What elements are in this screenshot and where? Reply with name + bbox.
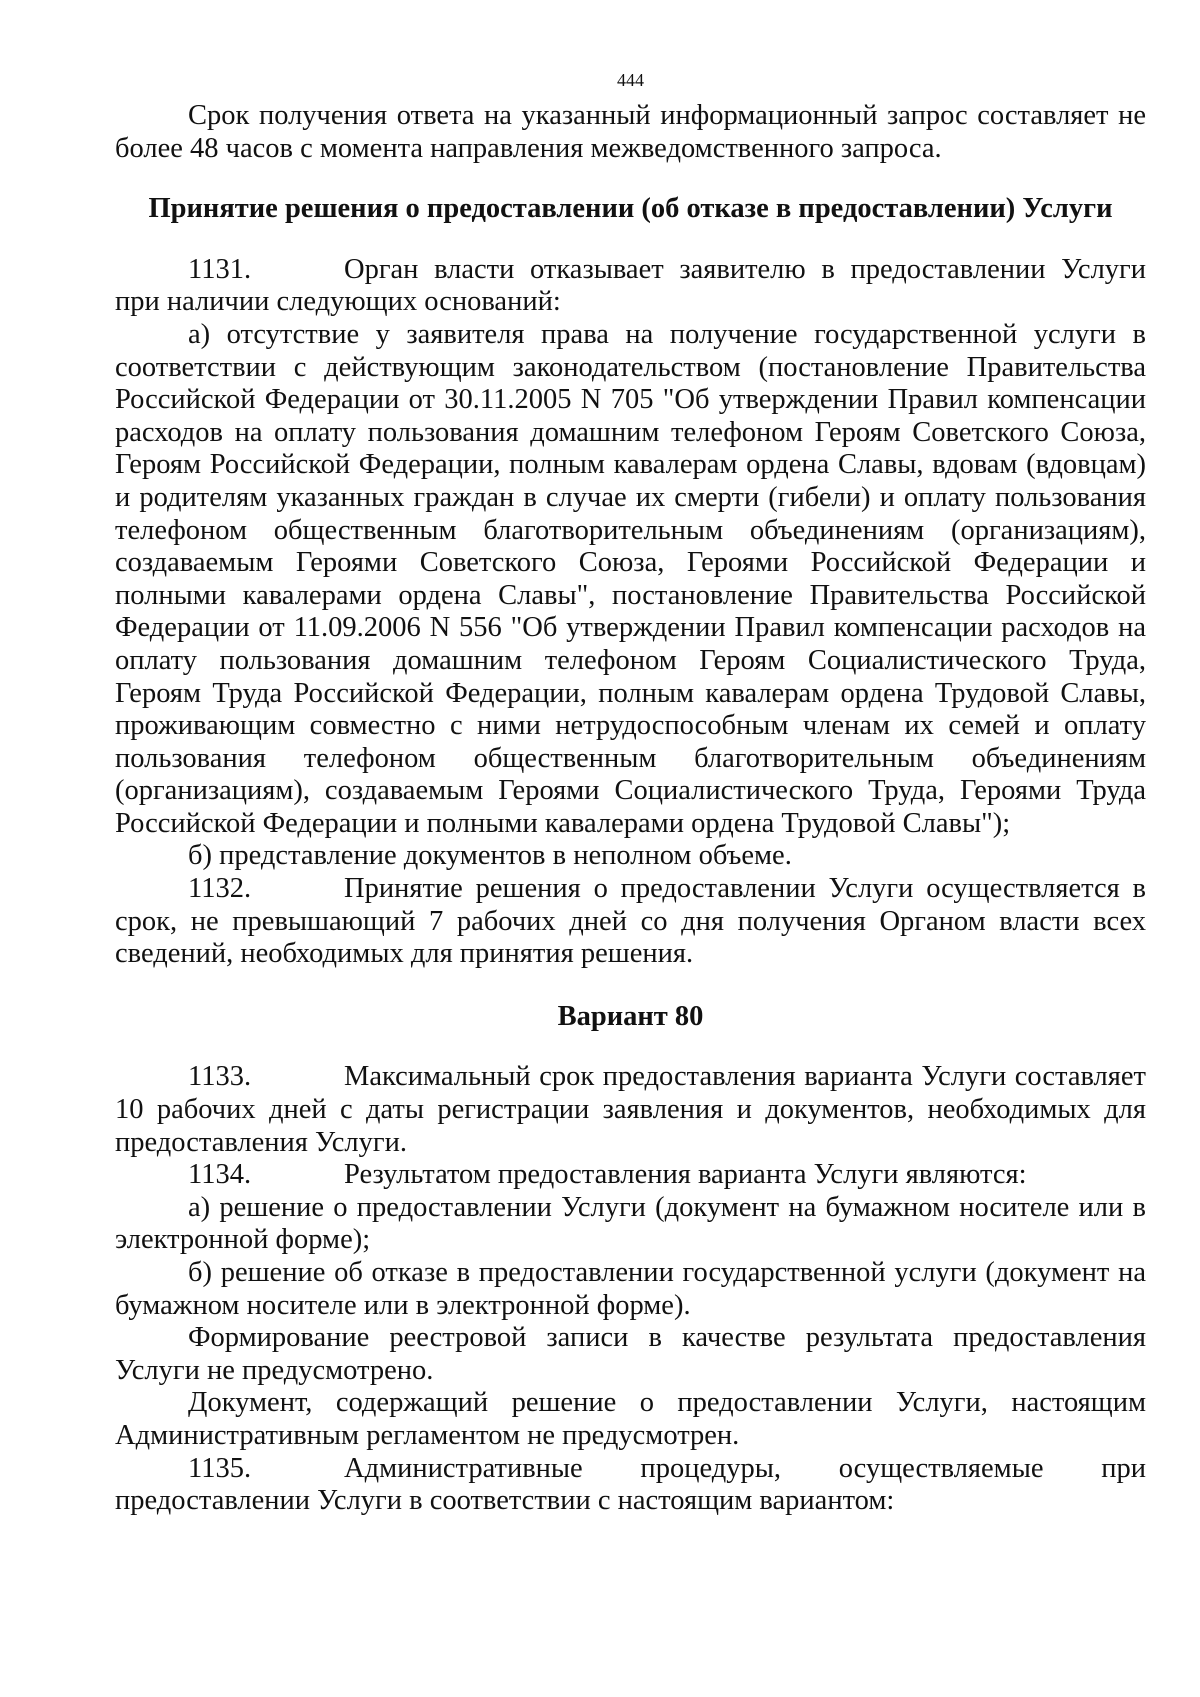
clause-text: Результатом предоставления варианта Услуги являются:: [344, 1159, 1027, 1191]
subclause-1131-a: а) отсутствие у заявителя права на получение государственной услуги в соответствии с действующим законодательством (постановление Правительства Российской Федерации от 30.11.2005 N 705 "Об утверждении Правил компенсации расходов на оплату пользования домашним телефоном Героям Советского Союза, Героям Российской Федерации, полным кавалерам ордена Славы, вдовам (вдовцам) и родителям указанных граждан в случае их смерти (гибели) и оплату пользования телефоном общественным благотворительным объединениям (организациям), создаваемым Героями Советского Союза, Героями Российской Федерации и полными кавалерами ордена Славы", постановление Правительства Российской Федерации от 11.09.2006 N 556 "Об утверждении Правил компенсации расходов на оплату пользования домашним телефоном Героям Социалистического Труда, Героям Труда Российской Федерации, полным кавалерам ордена Трудовой Славы, проживающим совместно с ними нетрудоспособным членам их семей и оплату пользования телефоном общественным благотворительным объединениям (организациям), создаваемым Героями Социалистического Труда, Героями Труда Российской Федерации и полными кавалерами ордена Трудовой Славы");: [115, 318, 1146, 839]
clause-1134: [115, 1159, 1146, 1192]
clause-number: 1133.: [188, 1061, 252, 1093]
subclause-1134-b: б) решение об отказе в предоставлении государственной услуги (документ на бумажном носителе или в электронной форме).: [115, 1257, 1146, 1321]
subclause-1131-b: б) представление документов в неполном объеме.: [188, 840, 792, 872]
paragraph-response-deadline: Срок получения ответа на указанный информационный запрос составляет не более 48 часов с момента направления межведомственного запроса.: [115, 100, 1146, 164]
clause-1133: [115, 1061, 1146, 1159]
clause-text: Максимальный срок предоставления варианта Услуги составляет 10 рабочих дней с даты регистрации заявления и документов, необходимых для предоставления Услуги.: [115, 1061, 1146, 1158]
paragraph-registry-entry: Формирование реестровой записи в качестве результата предоставления Услуги не предусмотрено.: [115, 1322, 1146, 1386]
clause-1131: [115, 254, 1146, 319]
clause-number: 1134.: [188, 1159, 252, 1191]
clause-number: 1132.: [188, 873, 252, 905]
clause-1135: [115, 1453, 1146, 1518]
page-number: 444: [617, 70, 644, 90]
clause-text: Административные процедуры, осуществляемые при предоставлении Услуги в соответствии с настоящим вариантом:: [115, 1452, 1146, 1517]
clause-1132: [115, 873, 1146, 971]
subclause-1134-a: а) решение о предоставлении Услуги (документ на бумажном носителе или в электронной форме);: [115, 1191, 1146, 1256]
section-heading-variant: Вариант 80: [557, 1000, 704, 1032]
clause-text: Принятие решения о предоставлении Услуги осуществляется в срок, не превышающий 7 рабочих дней со дня получения Органом власти всех сведений, необходимых для принятия решения.: [115, 873, 1146, 970]
clause-text: Орган власти отказывает заявителю в предоставлении Услуги при наличии следующих оснований:: [115, 253, 1146, 318]
paragraph-decision-document: Документ, содержащий решение о предоставлении Услуги, настоящим Административным регламентом не предусмотрен.: [115, 1387, 1146, 1451]
clause-number: 1131.: [188, 253, 252, 285]
section-heading-decision: Принятие решения о предоставлении (об отказе в предоставлении) Услуги: [148, 193, 1113, 225]
clause-number: 1135.: [188, 1452, 252, 1484]
document-page: [115, 70, 1146, 1518]
